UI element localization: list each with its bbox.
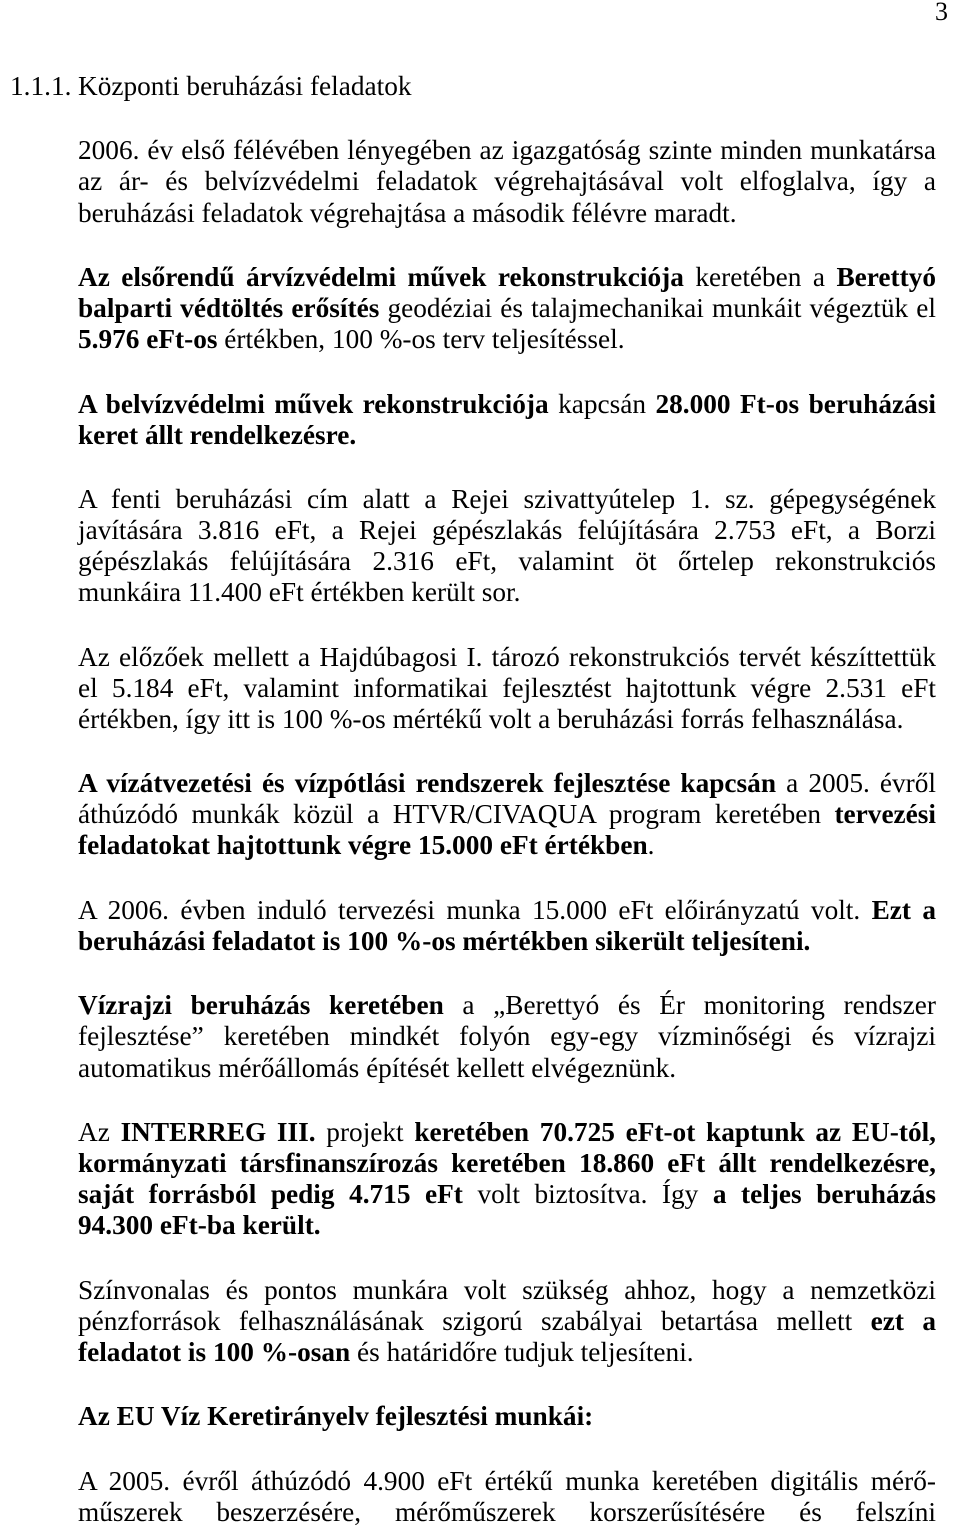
text-line <box>78 262 936 293</box>
section-number: 1.1.1. <box>10 71 72 101</box>
text-line <box>78 484 936 515</box>
bold-text-run: balparti védtöltés erősítés <box>78 293 380 324</box>
text-line <box>78 642 936 673</box>
text-run: fejlesztése” keretében mindkét folyón egy-egy vízminőségi és vízrajzi <box>78 1021 936 1052</box>
text-run: műszerek beszerzésére, mérőműszerek korszerűsítésére és felszíni <box>78 1496 936 1527</box>
text-run: 2006. év első félévében lényegében az igazgatóság szinte minden munkatársa <box>78 135 936 166</box>
paragraph-12 <box>78 1466 936 1528</box>
bold-text-run: Berettyó <box>836 261 937 292</box>
text-run: geodéziai és talajmechanikai munkáit végeztük el <box>379 293 936 324</box>
text-line <box>78 166 936 197</box>
paragraph-11 <box>78 1401 936 1432</box>
bold-text-run: Ezt a <box>871 894 936 925</box>
text-line <box>78 546 936 577</box>
bold-text-run: Az EU Víz Keretirányelv fejlesztési munkái: <box>78 1401 594 1432</box>
text-line <box>78 1337 936 1368</box>
text-run: kapcsán <box>548 388 656 419</box>
page-number: 3 <box>935 0 948 26</box>
bold-text-run: beruházási feladatot is 100 %-os mértékben sikerült teljesíteni. <box>78 925 811 956</box>
bold-text-run: ezt a <box>870 1305 936 1336</box>
bold-text-run: A vízátvezetési és vízpótlási rendszerek fejlesztése kapcsán <box>78 768 777 799</box>
section-heading <box>10 71 936 102</box>
text-run: projekt <box>315 1116 415 1147</box>
text-line <box>78 704 936 735</box>
bold-text-run: keret állt rendelkezésre. <box>78 419 357 450</box>
text-line <box>78 577 936 608</box>
bold-text-run: 94.300 eFt-ba került. <box>78 1210 321 1241</box>
text-line <box>78 990 936 1021</box>
text-run: beruházási feladatok végrehajtása a második félévre maradt. <box>78 197 737 228</box>
bold-text-run: saját forrásból pedig 4.715 eFt <box>78 1179 463 1210</box>
paragraph-7 <box>78 895 936 957</box>
text-line <box>78 389 936 420</box>
bold-text-run: a teljes beruházás <box>712 1179 937 1210</box>
text-run: értékben, 100 %-os terv teljesítéssel. <box>217 324 625 355</box>
text-run: pénzforrások felhasználásának szigorú szabályai betartása mellett <box>78 1305 871 1336</box>
text-line <box>78 515 936 546</box>
text-run: automatikus mérőállomás építését kellett elvégeznünk. <box>78 1052 677 1083</box>
text-line <box>78 1466 936 1497</box>
text-line <box>78 198 936 229</box>
paragraph-6 <box>78 768 936 861</box>
bold-text-run: INTERREG III. <box>120 1116 316 1147</box>
text-line <box>78 895 936 926</box>
text-run: el 5.184 eFt, valamint informatikai fejlesztést hajtottunk végre 2.531 eFt <box>78 672 936 703</box>
text-line <box>78 135 936 166</box>
text-run: Az előzőek mellett a Hajdúbagosi I. tározó rekonstrukciós tervét készíttettük <box>78 641 936 672</box>
paragraph-5 <box>78 642 936 735</box>
text-line <box>78 799 936 830</box>
text-line <box>78 324 936 355</box>
text-run: és határidőre tudjuk teljesíteni. <box>350 1336 694 1367</box>
text-run: keretében a <box>683 261 837 292</box>
paragraph-8 <box>78 990 936 1083</box>
paragraph-2 <box>78 262 936 355</box>
text-line <box>78 420 936 451</box>
text-run: áthúzódó munkák közül a HTVR/CIVAQUA program keretében <box>78 799 835 830</box>
text-line <box>78 1401 936 1432</box>
bold-text-run: A belvízvédelmi művek rekonstrukciója <box>78 388 549 419</box>
text-line <box>78 1306 936 1337</box>
text-run: . <box>647 830 655 861</box>
text-run: az ár- és belvízvédelmi feladatok végrehajtásával volt elfoglalva, így a <box>78 166 936 197</box>
paragraph-10 <box>78 1275 936 1368</box>
text-line <box>78 1053 936 1084</box>
bold-text-run: tervezési <box>834 799 936 830</box>
text-line <box>78 673 936 704</box>
text-line <box>78 1497 936 1528</box>
text-run: A 2005. évről áthúzódó 4.900 eFt értékű munka keretében digitális mérő- <box>78 1465 936 1496</box>
text-line <box>78 830 936 861</box>
document-body <box>10 71 937 1528</box>
text-line <box>78 1021 936 1052</box>
text-run: A fenti beruházási cím alatt a Rejei szivattyútelep 1. sz. gépegységének <box>78 484 936 515</box>
text-run: A 2006. évben induló tervezési munka 15.000 eFt előirányzatú volt. <box>78 894 872 925</box>
bold-text-run: feladatokat hajtottunk végre 15.000 eFt értékben <box>78 830 648 861</box>
text-run: Az <box>78 1116 121 1147</box>
text-line <box>78 1210 936 1241</box>
text-run: Színvonalas és pontos munkára volt szükség ahhoz, hogy a nemzetközi <box>78 1274 936 1305</box>
bold-text-run: 5.976 eFt-os <box>78 324 218 355</box>
bold-text-run: Vízrajzi beruházás keretében <box>78 990 444 1021</box>
bold-text-run: Az elsőrendű árvízvédelmi művek rekonstrukciója <box>78 261 684 292</box>
section-title: Központi beruházási feladatok <box>78 71 412 101</box>
bold-text-run: feladatot is 100 %-osan <box>78 1336 351 1367</box>
text-run: a 2005. évről <box>776 768 936 799</box>
paragraph-4 <box>78 484 936 608</box>
text-line <box>78 1117 936 1148</box>
text-run: gépészlakás felújítására 2.316 eFt, valamint öt őrtelep rekonstrukciós <box>78 546 936 577</box>
bold-text-run: 28.000 Ft-os beruházási <box>655 388 936 419</box>
text-run: volt biztosítva. Így <box>462 1179 713 1210</box>
text-run: értékben, így itt is 100 %-os mértékű volt a beruházási forrás felhasználása. <box>78 703 904 734</box>
paragraph-1 <box>78 135 936 228</box>
text-line <box>78 768 936 799</box>
text-line <box>78 1275 936 1306</box>
text-run: munkáira 11.400 eFt értékben került sor. <box>78 577 521 608</box>
text-run: a „Berettyó és Ér monitoring rendszer <box>443 990 936 1021</box>
text-line <box>78 293 936 324</box>
paragraph-3 <box>78 389 936 451</box>
paragraph-9 <box>78 1117 936 1241</box>
text-line <box>78 1148 936 1179</box>
text-line <box>78 1179 936 1210</box>
bold-text-run: keretében 70.725 eFt-ot kaptunk az EU-tól, <box>414 1116 937 1147</box>
bold-text-run: kormányzati társfinanszírozás keretében 18.860 eFt állt rendelkezésre, <box>78 1148 936 1179</box>
text-line <box>78 926 936 957</box>
text-run: javítására 3.816 eFt, a Rejei gépészlakás felújítására 2.753 eFt, a Borzi <box>78 515 936 546</box>
